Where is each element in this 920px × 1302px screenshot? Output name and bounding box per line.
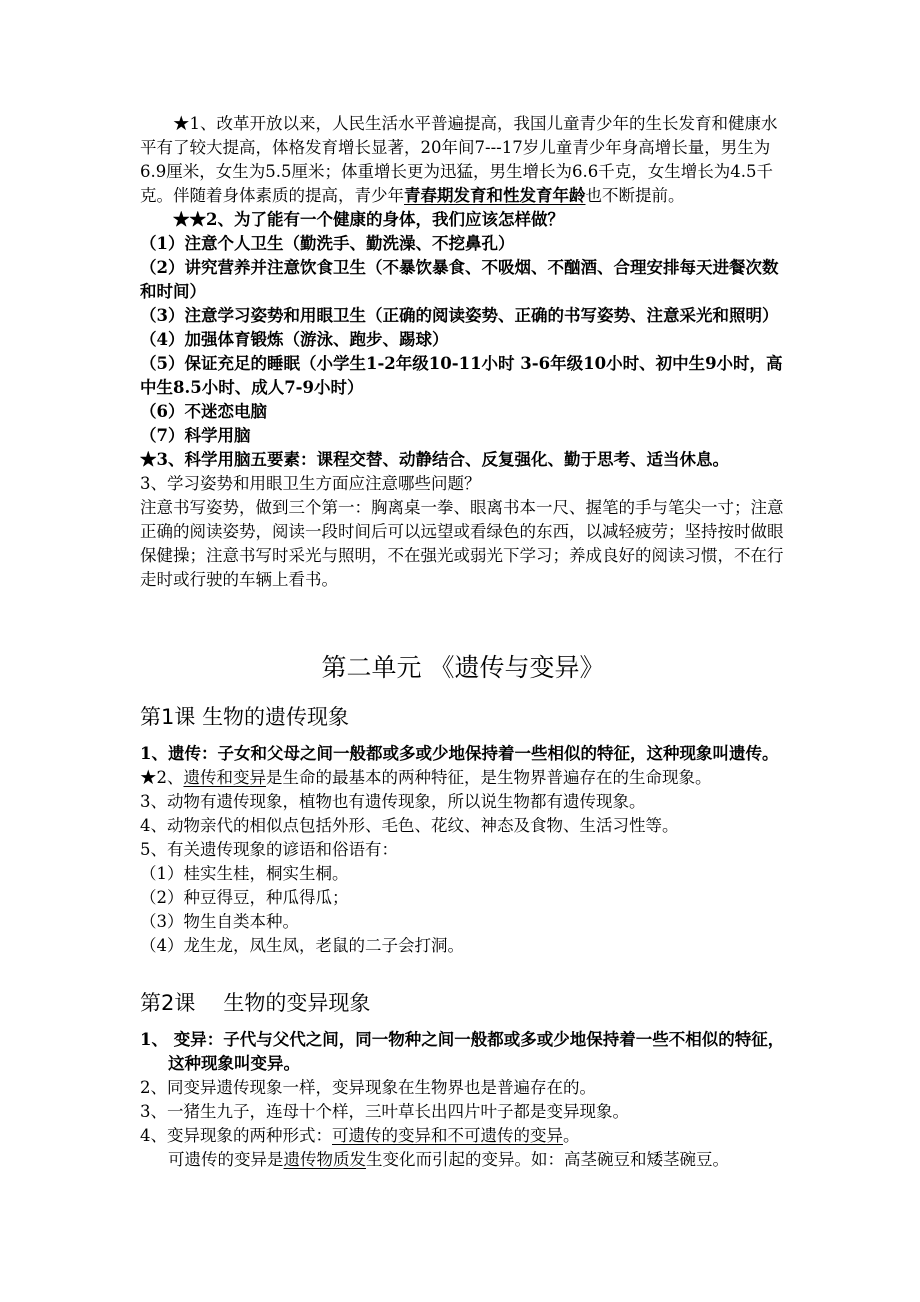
underlined-term: 可遗传的变异和不可遗传的变异	[332, 1126, 563, 1145]
paragraph-heritable-variation	[140, 1148, 786, 1172]
list-item: （6）不迷恋电脑	[140, 402, 267, 421]
paragraph-text: 4、变异现象的两种形式：	[140, 1126, 332, 1145]
paragraph: 2、同变异遗传现象一样，变异现象在生物界也是普遍存在的。	[140, 1078, 596, 1097]
lesson-title: 生物的变异现象	[223, 991, 371, 1015]
unit-title: 第二单元 《遗传与变异》	[321, 653, 605, 682]
underlined-term: 遗传物质发	[283, 1150, 366, 1169]
paragraph-variation-forms	[140, 1124, 786, 1148]
paragraph-text: ★1、改革开放以来，人民生活水平普遍提高，我国儿童青少年的生长发育和健康水平有了较大提高，体格发育增长显著，20年间7---17岁儿童青少年身高增长量，男生为6.9厘米，女生为5.5厘米；体重增长更为迅猛，男生增长为6.6千克，女生增长为4.5千克。伴随着身体素质的提高，青少年	[140, 114, 778, 205]
underlined-term: 遗传和变异	[183, 768, 266, 787]
lesson1-body	[140, 742, 786, 958]
definition-heredity: 1、遗传：子女和父母之间一般都或多或少地保持着一些相似的特征，这种现象叫遗传。	[140, 744, 779, 763]
saying-item: （2）种豆得豆，种瓜得瓜；	[140, 888, 349, 907]
paragraph-heredity-variation	[140, 766, 786, 790]
list-item: （5）保证充足的睡眠（小学生1-2年级10-11小时 3-6年级10小时、初中生9小时，高中生8.5小时、成人7-9小时）	[140, 354, 783, 397]
paragraph: 3、一猪生九子，连母十个样，三叶草长出四片叶子都是变异现象。	[140, 1102, 629, 1121]
paragraph-text: 。	[563, 1126, 580, 1145]
saying-item: （4）龙生龙，凤生凤，老鼠的二子会打洞。	[140, 936, 464, 955]
lesson1-heading	[140, 702, 786, 732]
list-item: （7）科学用脑	[140, 426, 251, 445]
paragraph-text: 生变化而引起的变异。如：高茎碗豆和矮茎碗豆。	[366, 1150, 729, 1169]
list-item: （2）讲究营养并注意饮食卫生（不暴饮暴食、不吸烟、不酗酒、合理安排每天进餐次数和时间）	[140, 258, 779, 301]
answer-posture: 注意书写姿势，做到三个第一：胸离桌一拳、眼离书本一尺、握笔的手与笔尖一寸；注意正确的阅读姿势，阅读一段时间后可以远望或看绿色的东西，以减轻疲劳；坚持按时做眼保健操；注意书写时采光与照明，不在强光或弱光下学习；养成良好的阅读习惯，不在行走时或行驶的车辆上看书。	[140, 498, 784, 589]
list-item: （3）注意学习姿势和用眼卫生（正确的阅读姿势、正确的书写姿势、注意采光和照明）	[140, 306, 779, 325]
paragraph-growth	[140, 112, 786, 208]
paragraph: 5、有关遗传现象的谚语和俗语有：	[140, 840, 398, 859]
list-item: （4）加强体育锻炼（游泳、跑步、踢球）	[140, 330, 449, 349]
underlined-term: 青春期发育和性发育年龄	[404, 186, 586, 205]
lesson2-heading	[140, 988, 786, 1018]
definition-variation: 1、 变异：子代与父代之间，同一物种之间一般都或多或少地保持着一些不相似的特征，这种现象叫变异。	[140, 1030, 785, 1073]
lesson-title: 生物的遗传现象	[202, 705, 350, 729]
paragraph-text: 可遗传的变异是	[168, 1150, 284, 1169]
brain-use-elements: ★3、科学用脑五要素：课程交替、动静结合、反复强化、勤于思考、适当休息。	[140, 450, 729, 469]
saying-item: （1）桂实生桂，桐实生桐。	[140, 864, 349, 883]
paragraph-text: ★2、	[140, 768, 184, 787]
lesson-number: 第2课	[140, 991, 196, 1015]
paragraph-text: 也不断提前。	[585, 186, 685, 205]
saying-item: （3）物生自类本种。	[140, 912, 299, 931]
lesson2-body	[140, 1028, 786, 1172]
paragraph-text: 是生命的最基本的两种特征，是生物界普遍存在的生命现象。	[266, 768, 712, 787]
question-healthy-body: ★★2、为了能有一个健康的身体，我们应该怎样做？	[173, 210, 564, 229]
list-item: （1）注意个人卫生（勤洗手、勤洗澡、不挖鼻孔）	[140, 234, 515, 253]
paragraph: 3、动物有遗传现象，植物也有遗传现象，所以说生物都有遗传现象。	[140, 792, 646, 811]
paragraph: 4、动物亲代的相似点包括外形、毛色、花纹、神态及食物、生活习性等。	[140, 816, 679, 835]
lesson-number: 第1课	[140, 705, 196, 729]
question-posture: 3、学习姿势和用眼卫生方面应注意哪些问题？	[140, 474, 481, 493]
intro-section	[140, 112, 786, 592]
